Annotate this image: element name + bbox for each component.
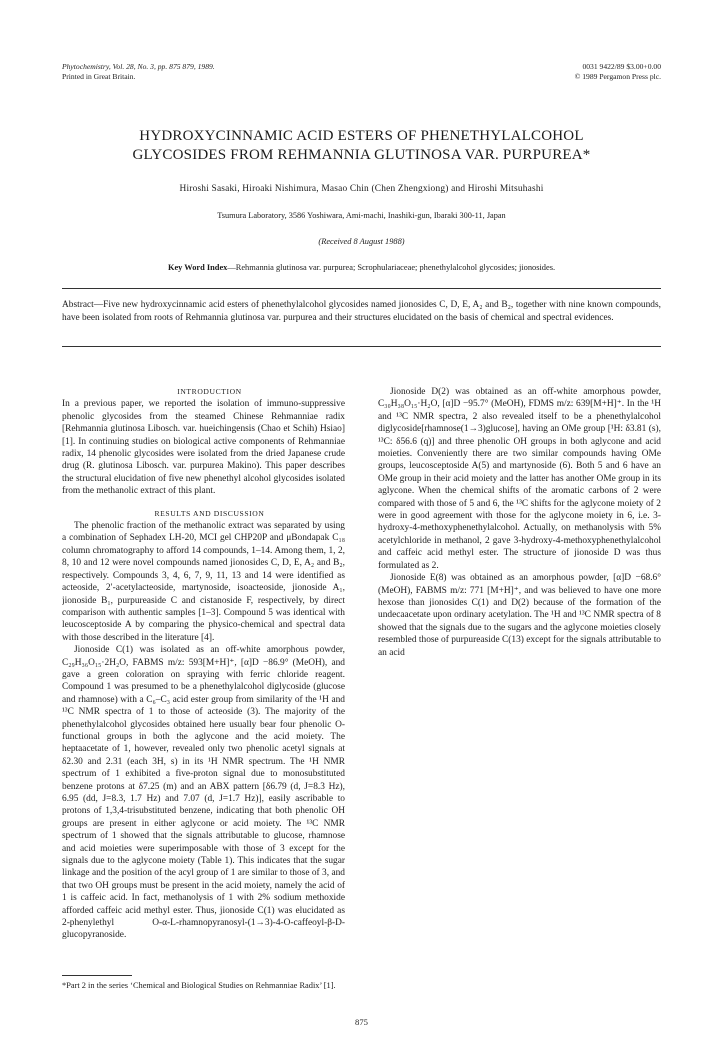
divider-top (62, 288, 661, 289)
keyword-label: Key Word Index (167, 263, 228, 272)
results-heading: RESULTS AND DISCUSSION (154, 508, 265, 518)
footnote-divider (62, 975, 132, 976)
left-column (62, 386, 345, 986)
received-date: (Received 8 August 1988) (318, 237, 405, 246)
keyword-index (40, 263, 683, 272)
footnote: *Part 2 in the series ‘Chemical and Biological Studies on Rehmanniae Radix’ [1]. (62, 981, 336, 990)
publisher-header (575, 62, 661, 82)
keyword-text: —Rehmannia glutinosa var. purpurea; Scrophulariaceae; phenethylalcohol glycosides; jionosides. (227, 263, 556, 272)
journal-header (62, 62, 215, 82)
abstract: Abstract—Five new hydroxycinnamic acid esters of phenethylalcohol glycosides named jionosides C, D, E, A₂ and B₂, together with nine known compounds, have been isolated from roots of Rehmannia glutinosa var. purpurea and their structures elucidated on the basis of chemical and spectral evidences. (62, 300, 661, 323)
right-column (378, 386, 661, 1001)
results-paragraph-2: Jionoside C(1) was isolated as an off-white amorphous powder, C₂₉H₃₆O₁₅·2H₂O, FABMS m/z: 593[M+H]⁺, [α]D −86.9° (MeOH), and gave a green coloration on spraying with ferric chloride reagent. Compound 1 was presumed to be a phenethylalcohol diglycoside (glucose and rhamnose) with a C₆–C₃ acid ester group from similarity of the ¹H and ¹³C NMR spectra of 1 to those of acteoside (3). The majority of the phenethylalcohol glycosides obtained here usually bear four phenolic O-functional groups in both the aglycone and the acid moiety. The heptaacetate of 1, however, revealed only two phenolic acetyl signals at δ2.30 and 2.31 (each 3H, s) in its ¹H NMR spectrum. The ¹H NMR spectrum of 1 exhibited a five-proton signal due to monosubstituted benzene protons at δ7.25 (m) and an ABX pattern [δ6.79 (d, J=8.3 Hz), 6.95 (dd, J=8.3, 1.7 Hz) and 7.07 (d, J=1.7 Hz)], easily ascribable to protons of 1,3,4-trisubstituted benzene, indicating that both phenolic OH groups are present in either aglycone or acid moiety. The ¹³C NMR spectrum of 1 showed that the signals attributable to glucose, rhamnose and acid moieties were superimposable with those of 3 except for the signals due to the aglycone moiety (Table 1). This indicates that the sugar linkage and the position of the acyl group of 1 are similar to those of 3, and that two OH groups must be present in the acid moiety, namely the acid of 1 is caffeic acid. In fact, methanolysis of 1 with 2% sodium methoxide afforded caffeic acid methyl ester. Thus, jionoside C(1) was elucidated as 2-phenylethyl O-α-L-rhamnopyranosyl-(1→3)-4-O-caffeoyl-β-D-glucopyranoside. (62, 645, 345, 941)
printed-note: Printed in Great Britain. (62, 72, 136, 81)
paper-title (40, 127, 683, 164)
authors: Hiroshi Sasaki, Hiroaki Nishimura, Masao Chin (Chen Zhengxiong) and Hiroshi Mitsuhashi (179, 184, 544, 194)
affiliation: Tsumura Laboratory, 3586 Yoshiwara, Ami-machi, Inashiki-gun, Ibaraki 300-11, Japan (217, 211, 506, 220)
copyright: © 1989 Pergamon Press plc. (574, 72, 661, 81)
title-line-1: HYDROXYCINNAMIC ACID ESTERS OF PHENETHYLALCOHOL (139, 128, 584, 144)
intro-paragraph: In a previous paper, we reported the isolation of immuno-suppressive phenolic glycosides from the steamed Chinese Rehmanniae radix [Rehmannia glutinosa Libosch. var. hueichingensis (Chao et Schih) Hsiao] [1]. In continuing studies on biological active components of Rehmanniae radix, 14 phenolic glycosides were isolated from the dried Japanese crude drug (R. glutinosa Libosch. var. purpurea Makino). This paper describes the structural elucidation of five new phenethyl alcohol glycosides isolated from the methanolic extract of this plant. (62, 399, 345, 497)
results-paragraph-3: Jionoside D(2) was obtained as an off-white amorphous powder, C₃₀H₃₈O₁₅·H₂O, [α]D −95.7° (MeOH), FDMS m/z: 639[M+H]⁺. In the ¹H and ¹³C NMR spectra, 2 also revealed itself to be a phenethylalcohol diglycoside[rhamnose(1→3)glucose], having an OMe group [¹H: δ3.81 (s), ¹³C: δ56.6 (q)] and three phenolic OH groups in both aglycone and acid moieties. Conveniently there are two similar compounds having OMe groups, leucosceptoside A(5) and martynoside (6). Both 5 and 6 have an OMe group in their acid moiety and the latter has another OMe group in its aglycone. When the chemical shifts of the aromatic carbons of 2 were compared with those of 5 and 6, the ¹³C shifts for the aglycone moiety of 2 were in good agreement with those for the aglycone moiety in 6, i.e. 3-hydroxy-4-methoxyphenethylalcohol. Actually, on methanolysis with 5% acetylchloride in methanol, 2 gave 3-hydroxy-4-methoxyphenethylalcohol and caffeic acid methyl ester. The structure of jionoside D was thus formulated as 2. (378, 387, 661, 571)
page-number: 875 (355, 1017, 368, 1027)
results-paragraph-4: Jionoside E(8) was obtained as an amorphous powder, [α]D −68.6° (MeOH), FABMS m/z: 771 [M+H]⁺, and was believed to have one more hexose than jionosides C(1) and D(2) because of the formation of the undecaacetate upon ordinary acetylation. The ¹H and ¹³C NMR spectra of 8 showed that the signals due to the sugars and the aglycone moieties closely resembled those of purpureaside C(13) except for the signals attributable to an acid (378, 573, 661, 658)
intro-heading: INTRODUCTION (177, 387, 242, 396)
issn: 0031 9422/89 $3.00+0.00 (582, 62, 661, 71)
title-line-2: GLYCOSIDES FROM REHMANNIA GLUTINOSA VAR. PURPUREA* (132, 146, 591, 163)
divider-bottom (62, 346, 661, 347)
journal-citation: Phytochemistry, Vol. 28, No. 3, pp. 875 879, 1989. (62, 62, 215, 71)
results-paragraph-1: The phenolic fraction of the methanolic extract was separated by using a combination of Sephadex LH-20, MCI gel CHP20P and μBondapak C₁₈ column chromatography to afford 14 compounds, 1–14. Among them, 1, 2, 8, 10 and 12 were novel compounds named jionosides C, D, E, A₂ and B₂, respectively. Compounds 3, 4, 6, 7, 9, 11, 13 and 14 were identified as acteoside, 2′-acetylacteoside, martynoside, isoacteoside, jionoside A₁, jionoside B₁, purpureaside C and cistanoside F, respectively, by direct comparison with authentic samples [1–3]. Compound 5 was identical with leucosceptoside A by comparing the physico-chemical and spectral data with those described in the literature [4]. (62, 521, 345, 643)
